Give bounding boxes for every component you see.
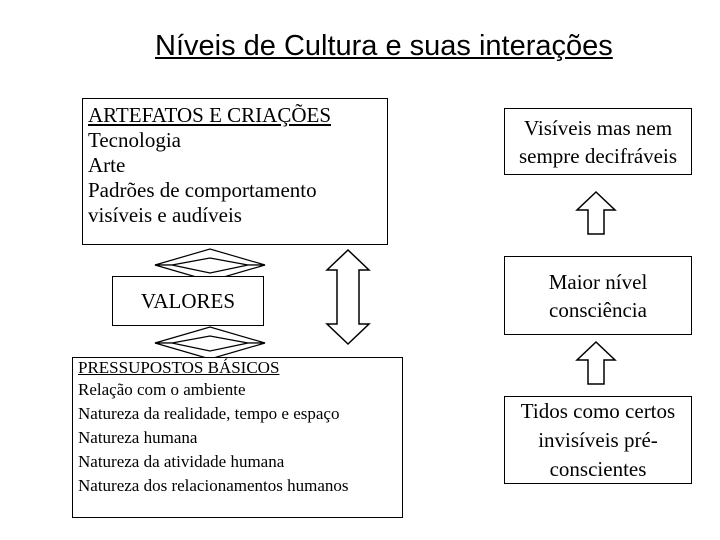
pressupostos-heading: PRESSUPOSTOS BÁSICOS (78, 358, 280, 377)
pressupostos-item: Natureza da realidade, tempo e espaço (78, 404, 340, 423)
pressupostos-item: Natureza da atividade humana (78, 452, 285, 471)
maior-box (504, 256, 692, 335)
artefatos-item: Tecnologia (88, 128, 181, 152)
vertical-double-arrow-icon (325, 248, 371, 346)
diagram-title: Níveis de Cultura e suas interações (155, 30, 613, 62)
tidos-box (504, 396, 692, 484)
artefatos-item: visíveis e audíveis (88, 203, 242, 227)
visiveis-box (504, 108, 692, 175)
valores-box (112, 276, 264, 326)
up-arrow-icon (575, 340, 617, 386)
tidos-line: conscientes (549, 456, 647, 481)
maior-line: Maior nível (548, 269, 648, 294)
visiveis-line: sempre decifráveis (518, 143, 677, 168)
pressupostos-item: Natureza dos relacionamentos humanos (78, 476, 349, 495)
artefatos-box (82, 98, 388, 245)
artefatos-item: Arte (88, 153, 126, 177)
artefatos-heading: ARTEFATOS E CRIAÇÕES (88, 103, 331, 127)
maior-line: consciência (549, 297, 647, 322)
tidos-line: invisíveis pré- (538, 427, 658, 452)
tidos-line: Tidos como certos (520, 398, 676, 423)
artefatos-item: Padrões de comportamento (88, 178, 317, 202)
up-arrow-icon (575, 190, 617, 236)
double-arrow-pressupostos-icon (150, 326, 270, 360)
visiveis-line: Visíveis mas nem (523, 115, 673, 140)
pressupostos-item: Relação com o ambiente (78, 380, 246, 399)
pressupostos-box (72, 357, 403, 518)
valores-label: VALORES (140, 289, 236, 313)
pressupostos-item: Natureza humana (78, 428, 198, 447)
